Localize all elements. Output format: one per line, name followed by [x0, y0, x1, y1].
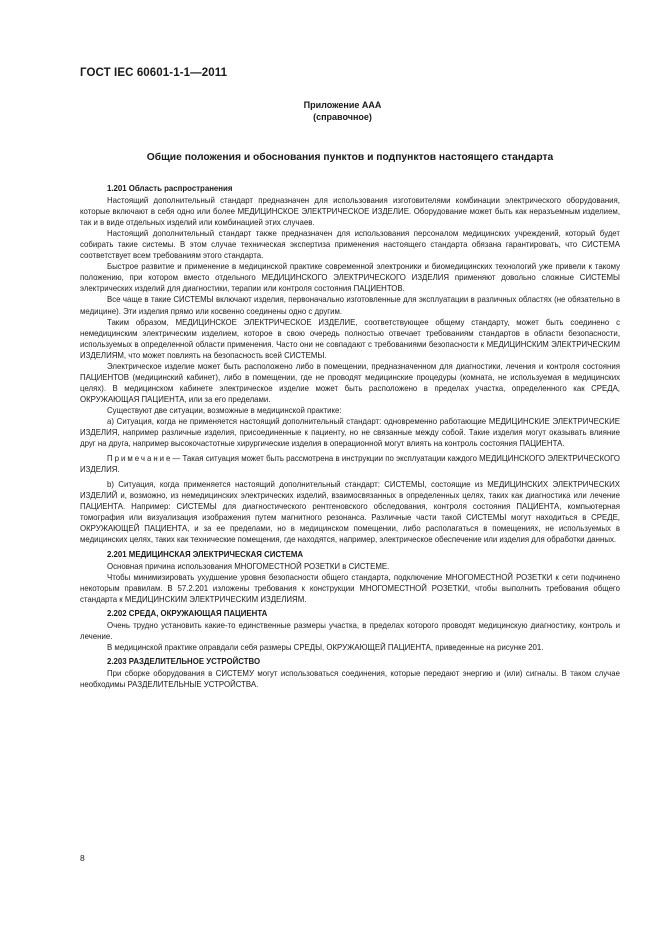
paragraph: Таким образом, МЕДИЦИНСКОЕ ЭЛЕКТРИЧЕСКОЕ ИЗДЕЛИЕ, соответствующее общему стандарту, может быть соединено с немедицинским электрическим изделием, которое в свою очередь полностью отвечает требованиям стандартов в области безопасности, используемых в определенной области применения. Часто они не совпадают с требованиями безопасности к МЕДИЦИНСКИМ ЭЛЕКТРИЧЕСКИМ ИЗДЕЛИЯМ, что может повлиять на безопасность всей СИСТЕМЫ.: [80, 317, 620, 360]
section-heading-1-201: 1.201 Область распространения: [107, 184, 233, 193]
note-paragraph: [80, 453, 620, 475]
paragraph: В медицинской практике оправдали себя размеры СРЕДЫ, ОКРУЖАЮЩЕЙ ПАЦИЕНТА, приведенные на рисунке 201.: [107, 642, 544, 652]
annex-title: Приложение ААА: [303, 100, 382, 110]
paragraph: Очень трудно установить какие-то единственные размеры участка, в пределах которого проводят медицинскую диагностику, контроль и лечение.: [80, 620, 620, 641]
paragraph: При сборке оборудования в СИСТЕМУ могут использоваться соединения, которые передают энергию и (или) сигналы. В таком случае необходимы РАЗДЕЛИТЕЛЬНЫЕ УСТРОЙСТВА.: [80, 668, 620, 690]
section-heading-2-203: 2.203 РАЗДЕЛИТЕЛЬНОЕ УСТРОЙСТВО: [107, 656, 261, 666]
list-item-b: b) Ситуация, когда применяется настоящий дополнительный стандарт: СИСТЕМЫ, состоящие из МЕДИЦИНСКИХ ЭЛЕКТРИЧЕСКИХ ИЗДЕЛИЙ и, возможно, из немедицинских электрических изделий, взаимосвязанных в определенных целях, таких как диагностика или лечение ПАЦИЕНТА. Например: СИСТЕМЫ для диагностического рентгеновского обследования, контроля состояния ПАЦИЕНТА, компьютерная томография или визуализация изображения путем магнитного резонанса. Различные части такой СИСТЕМЫ могут находиться в СРЕДЕ, ОКРУЖАЮЩЕЙ ПАЦИЕНТА, и за ее пределами, но в медицинском помещении, либо располагаться в помещениях, не используемых в медицинских целях, таких как технические помещения, где находятся, например, электрическое обеспечение или изделия для обработки данных.: [80, 480, 620, 545]
note-label: Примечание: [107, 454, 173, 464]
paragraph: Чтобы минимизировать ухудшение уровня безопасности общего стандарта, подключение МНОГОМЕСТНОЙ РОЗЕТКИ к сети подчинено некоторым правилам. В 57.2.201 изложены требования к конструкции МНОГОМЕСТНОЙ РОЗЕТКИ, чтобы выполнить требования общего стандарта к МЕДИЦИНСКИМ ЭЛЕКТРИЧЕСКИМ ИЗДЕЛИЯМ.: [80, 572, 620, 604]
page-number: 8: [80, 853, 85, 863]
paragraph: Основная причина использования МНОГОМЕСТНОЙ РОЗЕТКИ в СИСТЕМЕ.: [107, 561, 390, 571]
annex-block: [0, 99, 661, 123]
paragraph: Существуют две ситуации, возможные в медицинской практике:: [107, 405, 342, 415]
list-item-a: а) Ситуация, когда не применяется настоящий дополнительный стандарт: одновременно работающие МЕДИЦИНСКИЕ ЭЛЕКТРИЧЕСКИЕ ИЗДЕЛИЯ, например различные изделия, присоединенные к пациенту, но не связанные между собой. Такие изделия могут оказывать влияние друг на друга, например высокочастотные хирургические изделия в операционной могут влиять на контроль состояния ПАЦИЕНТА.: [80, 416, 620, 449]
paragraph: Все чаще в такие СИСТЕМЫ включают изделия, первоначально изготовленные для эксплуатации в различных областях (не обязательно в медицине). Эти изделия прямо или косвенно соединены одно с другим.: [80, 295, 620, 316]
document-body: [80, 180, 620, 690]
note-text: — Такая ситуация может быть рассмотрена в инструкции по эксплуатации каждого МЕДИЦИНСКОГО ЭЛЕКТРИЧЕСКОГО ИЗДЕЛИЯ.: [80, 454, 620, 475]
section-heading-2-202: 2.202 СРЕДА, ОКРУЖАЮЩАЯ ПАЦИЕНТА: [107, 608, 268, 618]
paragraph: Настоящий дополнительный стандарт также предназначен для использования персоналом медицинских учреждений, который будет собирать такие системы. В этом случае техническая экспертиза применения настоящего стандарта обязана гарантировать, что СИСТЕМА соответствует всем требованиям этого стандарта.: [80, 229, 620, 261]
paragraph: Быстрое развитие и применение в медицинской практике современной электроники и биомедицинских технологий уже привели к такому положению, при котором вместо отдельного МЕДИЦИНСКОГО ЭЛЕКТРИЧЕСКОГО ИЗДЕЛИЯ применяют довольно сложные СИСТЕМЫ электрических изделий для диагностики, терапии или контроля состояния ПАЦИЕНТОВ.: [80, 262, 620, 294]
annex-subtitle: (справочное): [313, 112, 372, 122]
paragraph: Настоящий дополнительный стандарт предназначен для использования изготовителями комбинации электрического оборудования, которые включают в себя одно или более МЕДИЦИНСКОЕ ЭЛЕКТРИЧЕСКОЕ ИЗДЕЛИЕ. Оборудование может быть как неразъемным изделием, так и в виде отдельных изделий или комбинацией этих случаев.: [80, 196, 620, 228]
section-heading-2-201: 2.201 МЕДИЦИНСКАЯ ЭЛЕКТРИЧЕСКАЯ СИСТЕМА: [107, 549, 304, 559]
page-title: Общие положения и обоснования пунктов и подпунктов настоящего стандарта: [146, 152, 554, 163]
paragraph: Электрическое изделие может быть расположено либо в помещении, предназначенном для диагностики, лечения и контроля состояния ПАЦИЕНТОВ (медицинский кабинет), либо в помещении, где не проводят медицинские процедуры (комната, не используемая в медицинских целях). В медицинском кабинете электрическое изделие может быть расположено в пределах участка, определенного как СРЕДА, ОКРУЖАЮЩАЯ ПАЦИЕНТА, или за его пределами.: [80, 361, 620, 404]
document-header-id: ГОСТ IEC 60601-1-1—2011: [80, 67, 228, 79]
